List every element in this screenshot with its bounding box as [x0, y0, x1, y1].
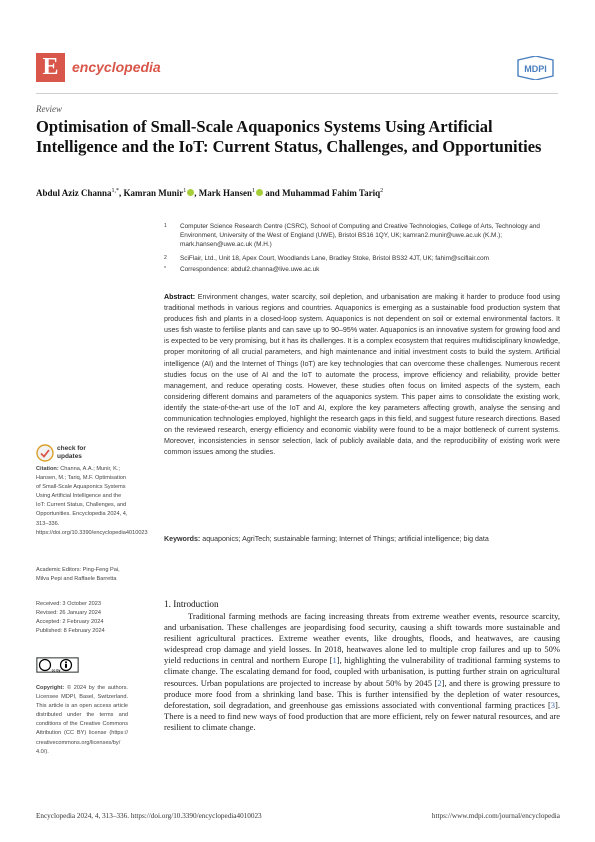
check-updates-line: updates [57, 452, 82, 460]
affiliation-number: 1 [164, 223, 167, 229]
received-date: Received: 3 October 2023 [36, 601, 101, 607]
cc-by-text: cc by [51, 668, 61, 673]
author-separator: and [263, 188, 283, 198]
revised-date: Revised: 26 January 2024 [36, 610, 101, 617]
author-separator: , [119, 188, 124, 198]
author-affiliation-sup: 2 [380, 188, 384, 194]
reference-link[interactable]: 1 [332, 655, 337, 666]
mdpi-logo[interactable] [514, 56, 557, 80]
journal-name[interactable]: encyclopedia [72, 59, 161, 75]
author-affiliation-sup: 1 [183, 188, 187, 194]
abstract-label: Abstract: [164, 293, 196, 301]
check-updates-line: check for [57, 445, 86, 452]
publication-dates [36, 600, 128, 636]
published-date: Published: 8 February 2024 [36, 628, 105, 635]
citation-text[interactable]: Channa, A.A.; Munir, K.; Hansen, M.; Tariq, M.F. Optimisation of Small-Scale Aquaponics Systems Using Artificial Intelligence and the IoT: Current Status, Challenges, and Opportunities. Encyclopedia 2024, 4, 313–336. https://doi.org/10.3390/encyclopedia4010023 [36, 466, 148, 536]
correspondence-text: Correspondence: abdul2.channa@live.uwe.ac.uk [180, 266, 320, 273]
mdpi-logo-text: MDPI [524, 64, 547, 74]
author-name[interactable]: Kamran Munir [123, 188, 184, 198]
author-name[interactable]: Mark Hansen [198, 188, 253, 198]
article-type: Review [36, 104, 62, 114]
cc-by-icon [36, 657, 79, 673]
copyright-text: © 2024 by the authors. Licensee MDPI, Basel, Switzerland. This article is an open access article distributed under the terms and conditions of the Creative Commons Attribution (CC BY) license (https:// creativecommons.org/licenses/by/ 4.0/). [36, 685, 128, 755]
copyright-label: Copyright: [36, 685, 65, 691]
mdpi-logo-icon [514, 56, 557, 80]
citation-label: Citation: [36, 466, 59, 472]
keywords-label: Keywords: [164, 535, 201, 543]
check-updates-text [57, 445, 86, 460]
author-affiliation-sup: 1 [252, 188, 256, 194]
accepted-date: Accepted: 2 February 2024 [36, 619, 104, 626]
keywords-text: aquaponics; AgriTech; sustainable farming; Internet of Things; artificial intelligence; big data [202, 535, 489, 543]
journal-logo-letter: E [42, 54, 59, 80]
intro-text: ]. There is a need to find new ways of food production that are more efficient, rely on fewer natural resources, and are resilient to climate change. [164, 699, 560, 732]
affiliation-number: 2 [164, 255, 167, 261]
cc-license-badge[interactable] [36, 657, 79, 673]
journal-logo [36, 53, 65, 82]
intro-text: ], highlighting the vulnerability of traditional farming systems to climate change. The escalating demand for food, coupled with urbanisation, is putting further strain on agricultural resources. Urban populations are projected to increase by about 50% by 2045 [ [164, 655, 560, 688]
author-affiliation-sup: 1,* [111, 188, 120, 194]
footer-journal-url[interactable]: https://www.mdpi.com/journal/encyclopedia [431, 812, 560, 820]
section-heading-introduction: 1. Introduction [164, 599, 219, 609]
reference-link[interactable]: 3 [550, 699, 556, 710]
author-list [36, 185, 566, 200]
reference-link[interactable]: 2 [437, 677, 442, 688]
orcid-icon[interactable] [256, 189, 263, 196]
affiliations [0, 222, 595, 282]
author-name[interactable]: Muhammad Fahim Tariq [282, 188, 381, 198]
citation-block [36, 465, 148, 538]
intro-text: Traditional farming methods are facing increasing threats from extreme weather events, resource scarcity, and urbanisation. These challenges are jeopardising food security, causing a shift towards more sustainable and resilient agricultural practices. Extreme weather events, like droughts, floods, and heatwaves, are causing widespread crop damage and yield losses. In 2018, heatwaves alone led to multiple crop failures and up to 50% yield reductions in central and northern Europe [ [164, 611, 560, 666]
introduction-paragraph [164, 611, 560, 733]
affiliation-text: SciFlair, Ltd., Unit 18, Apex Court, Woodlands Lane, Bradley Stoke, Bristol BS32 4JT, UK; fahim@sciflair.com [180, 255, 489, 262]
header-divider [36, 93, 558, 94]
affiliation-number: * [164, 266, 166, 272]
intro-text: ], and there is growing pressure to produce more food from a shrinking land base. This is further intensified by the depletion of water resources, deforestation, soil degradation, and greenhouse gas emissions associated with conventional farming practices [ [164, 677, 560, 710]
author-separator: , [194, 188, 199, 198]
academic-editors: Academic Editors: Ping-Feng Pai, Milva Pepi and Raffaele Barretta [36, 567, 120, 583]
abstract-text: Environment changes, water scarcity, soil depletion, and urbanisation are making it harder to produce food using traditional methods in various regions and countries. Aquaponics is emerging as a sustainable food production system that produces fish and plants in a closed-loop system. Aquaponics is not dependent on soil or external environmental factors. It uses fish waste to fertilise plants and can save up to 90–95% water. Aquaponics is an innovative system for growing food and is expected to be very promising, but it has its challenges. It is a complex ecosystem that requires multidisciplinary knowledge, proper monitoring of all crucial parameters, and high maintenance and initial investment costs to build the system. Artificial intelligence (AI) and the Internet of Things (IoT) are key technologies that can overcome these challenges. Numerous recent studies focus on the use of AI and the IoT to automate the process, improve efficiency and reliability, provide better management, and reduce operating costs. However, these studies often focus on limited aspects of the system, each considering different domains and parameters of the aquaponics system. This paper aims to consolidate the existing work, identify the state-of-the-art use of the IoT and AI, explore the key parameters affecting growth, analyse the sensing and communication technologies employed, highlight the research gaps in this field, and suggest future research directions. Based on the reviewed research, energy efficiency and economic viability were found to be a major bottleneck of current systems. Moreover, inconsistencies in sensor selection, lack of publicly available data, and the reproducibility of existing work were common issues among the studies. [164, 293, 561, 457]
abstract [164, 292, 560, 458]
author-name[interactable]: Abdul Aziz Channa [36, 188, 112, 198]
article-title: Optimisation of Small-Scale Aquaponics Systems Using Artificial Intelligence and the IoT: Current Status, Challenges, and Opportunities [36, 117, 542, 156]
copyright-block [36, 684, 128, 757]
footer-citation[interactable]: Encyclopedia 2024, 4, 313–336. https://doi.org/10.3390/encyclopedia4010023 [36, 812, 262, 820]
affiliation-text: Computer Science Research Centre (CSRC), School of Computing and Creative Technologies, College of Arts, Technology and Environment, University of the West of England (UWE), Bristol BS16 1QY, UK; kamran2.munir@uwe.ac.uk (K.M.); mark.hansen@uwe.ac.uk (M.H.) [180, 223, 540, 249]
keywords [164, 534, 560, 545]
check-for-updates-button[interactable] [36, 444, 96, 466]
check-updates-icon [36, 444, 54, 462]
